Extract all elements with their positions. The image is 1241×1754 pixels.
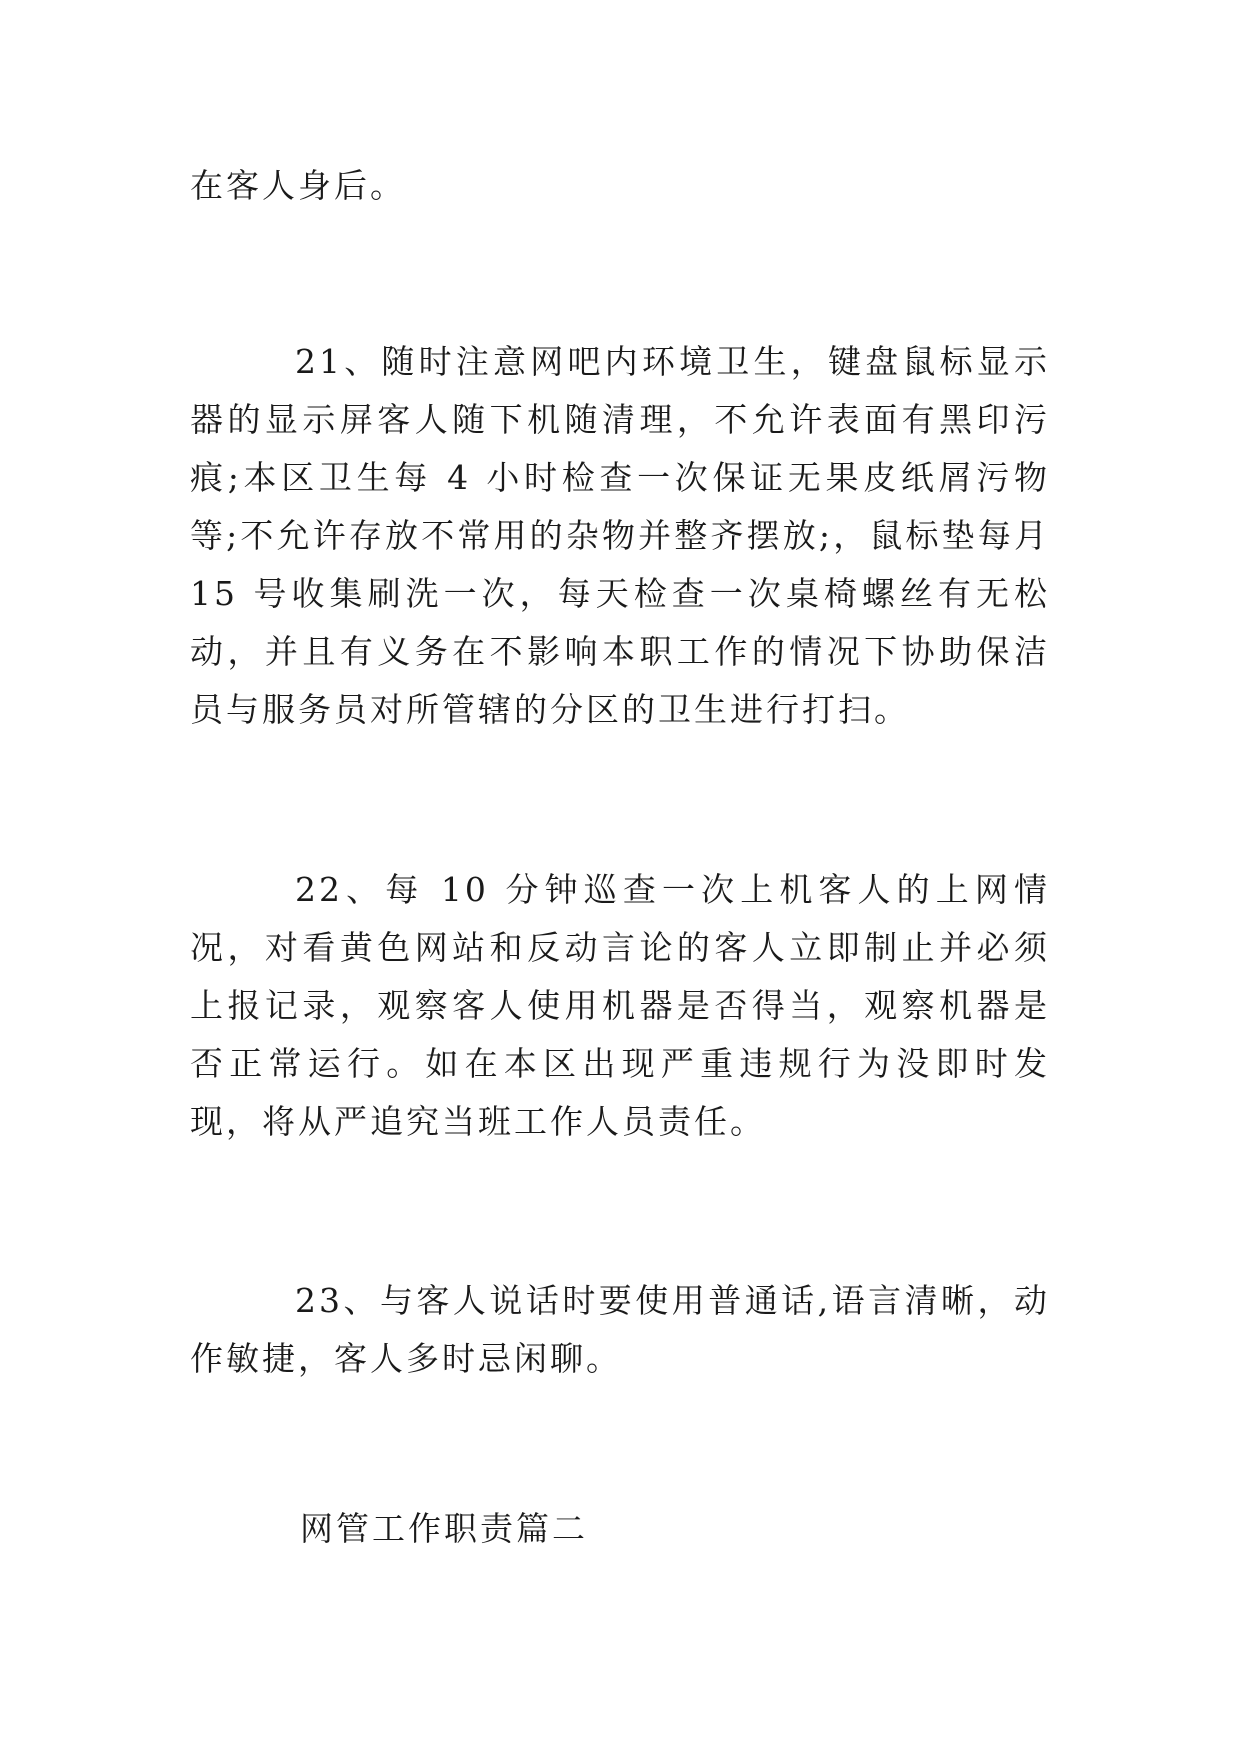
paragraph-23: 23、与客人说话时要使用普通话,语言清晰，动作敏捷，客人多时忌闲聊。 (190, 1281, 1050, 1378)
continuation-text: 在客人身后。 (190, 166, 406, 205)
section-heading: 网管工作职责篇二 (300, 1509, 588, 1548)
paragraph-22: 22、每 10 分钟巡查一次上机客人的上网情况，对看黄色网站和反动言论的客人立即制止并必须上报记录，观察客人使用机器是否得当，观察机器是否正常运行。如在本区出现严重违规行为没即时发现，将从严追究当班工作人员责任。 (190, 870, 1050, 1141)
paragraph-21: 21、随时注意网吧内环境卫生，键盘鼠标显示器的显示屏客人随下机随清理，不允许表面有黑印污痕;本区卫生每 4 小时检查一次保证无果皮纸屑污物等;不允许存放不常用的杂物并整齐摆放;，鼠标垫每月 15 号收集刷洗一次，每天检查一次桌椅螺丝有无松动，并且有义务在不影响本职工作的情况下协助保洁员与服务员对所管辖的分区的卫生进行打扫。 (190, 342, 1050, 729)
